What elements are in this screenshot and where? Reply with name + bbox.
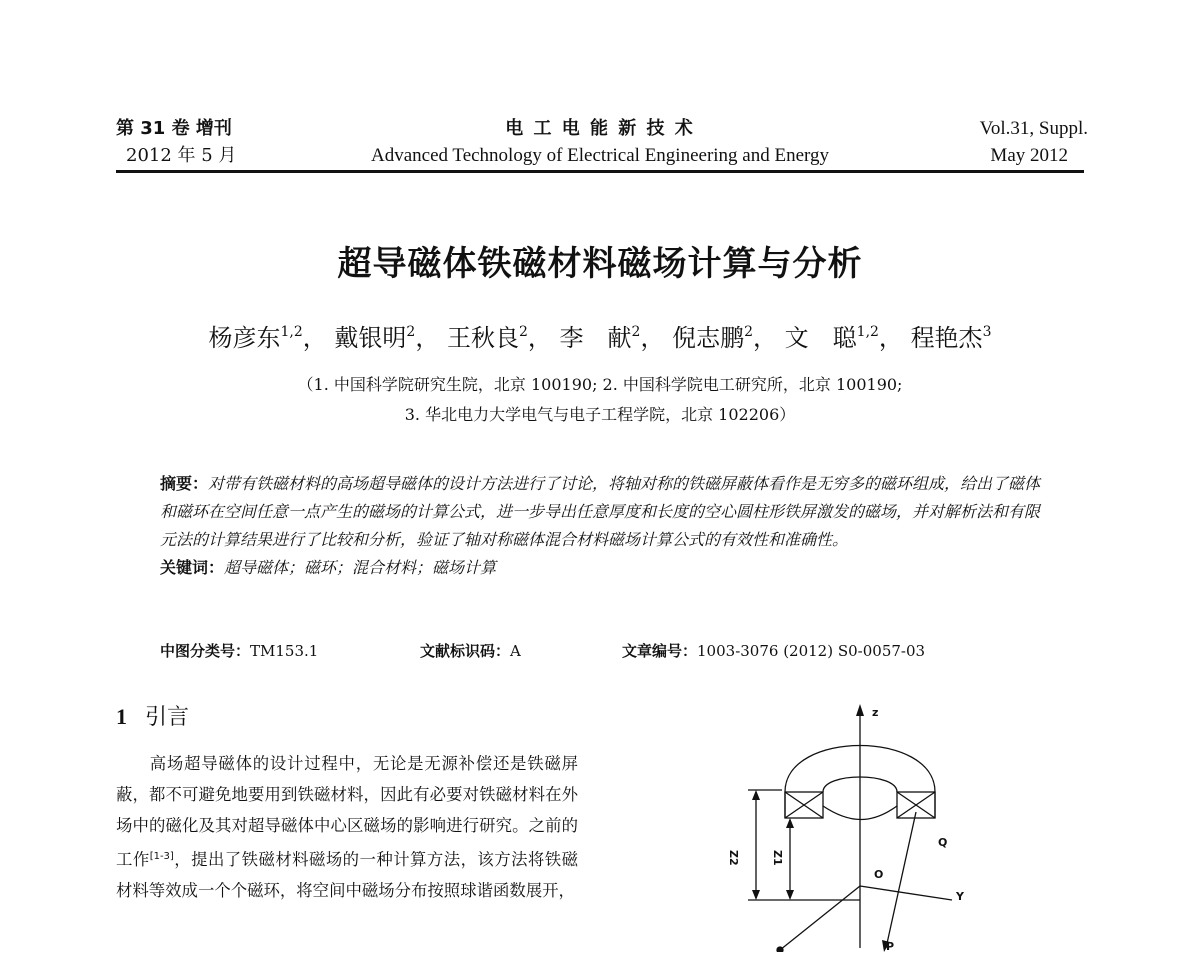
author: 王秋良$^2$， xyxy=(446,324,552,352)
author: 倪志鹏$^2$， xyxy=(672,324,778,352)
author-list xyxy=(0,318,1200,353)
label-q: Q xyxy=(938,836,948,849)
y-axis-line xyxy=(860,886,952,900)
journal-name-cn: 电 工 电 能 新 技 术 xyxy=(505,118,695,139)
abstract xyxy=(160,470,1050,582)
journal-volume: 第 31 卷 增刊 xyxy=(116,118,232,139)
author: 戴银明$^2$， xyxy=(334,324,440,352)
label-o: O xyxy=(874,868,884,881)
author: 程艳杰$^3$ xyxy=(910,324,992,352)
citation: [1-3] xyxy=(149,851,174,862)
journal-name-en: Advanced Technology of Electrical Engineering and Energy xyxy=(370,145,830,166)
document-code: 文献标识码：A xyxy=(420,642,521,660)
journal-volume-en: Vol.31, Suppl. xyxy=(979,118,1088,139)
label-p: P xyxy=(886,940,895,952)
label-y: Y xyxy=(956,890,964,903)
section-title: 引言 xyxy=(145,705,190,730)
affiliations-line-1: （1. 中国科学院研究生院，北京 100190; 2. 中国科学院电工研究所，北京 100190; xyxy=(297,375,903,394)
author: 杨彦东$^{1,2}$， xyxy=(208,324,327,352)
label-z: z xyxy=(872,706,879,719)
header-rule xyxy=(116,170,1084,173)
paper-title: 超导磁体铁磁材料磁场计算与分析 xyxy=(337,244,863,284)
coordinate-figure xyxy=(690,700,1010,956)
author: 文 聪$^{1,2}$， xyxy=(784,324,903,352)
section-heading xyxy=(116,700,189,731)
keywords-text: 超导磁体；磁环；混合材料；磁场计算 xyxy=(224,558,497,577)
keywords xyxy=(160,554,1050,582)
journal-date-en: May 2012 xyxy=(990,145,1068,166)
keywords-label: 关键词： xyxy=(160,558,225,577)
z-axis-arrow xyxy=(856,704,864,716)
article-number: 文章编号：1003-3076 (2012) S0-0057-03 xyxy=(622,642,926,660)
x-axis-line xyxy=(780,886,860,950)
section-number: 1 xyxy=(116,704,127,729)
journal-date: 2012 年 5 月 xyxy=(126,145,237,166)
clc-number: 中图分类号：TM153.1 xyxy=(160,642,319,660)
body-paragraph: 高场超导磁体的设计过程中，无论是无源补偿还是铁磁屏蔽，都不可避免地要用到铁磁材料，因此有必要对铁磁材料在外场中的磁化及其对超导磁体中心区磁场的影响进行研究。之前的工作[1-3]，提出了铁磁材料磁场的一种计算方法，该方法将铁磁材料等效成一个个磁环，将空间中磁场分布按照球谐函数展开， xyxy=(116,754,579,900)
label-z1: Z1 xyxy=(771,850,784,866)
abstract-text: 对带有铁磁材料的高场超导磁体的设计方法进行了讨论，将轴对称的铁磁屏蔽体看作是无穷多的磁环组成，给出了磁体和磁环在空间任意一点产生的磁场的计算公式，进一步导出任意厚度和长度的空心圆柱形铁屏激发的磁场，并对解析法和有限元法的计算结果进行了比较和分析，验证了轴对称磁体混合材料磁场计算公式的有效性和准确性。 xyxy=(160,474,1041,549)
author: 李 献$^2$， xyxy=(559,324,665,352)
figure-svg xyxy=(690,700,1010,952)
point-ray xyxy=(886,812,916,948)
affiliations-line-2: 3. 华北电力大学电气与电子工程学院，北京 102206） xyxy=(404,405,796,424)
label-z2: Z2 xyxy=(727,850,740,866)
abstract-label: 摘要： xyxy=(160,474,209,493)
